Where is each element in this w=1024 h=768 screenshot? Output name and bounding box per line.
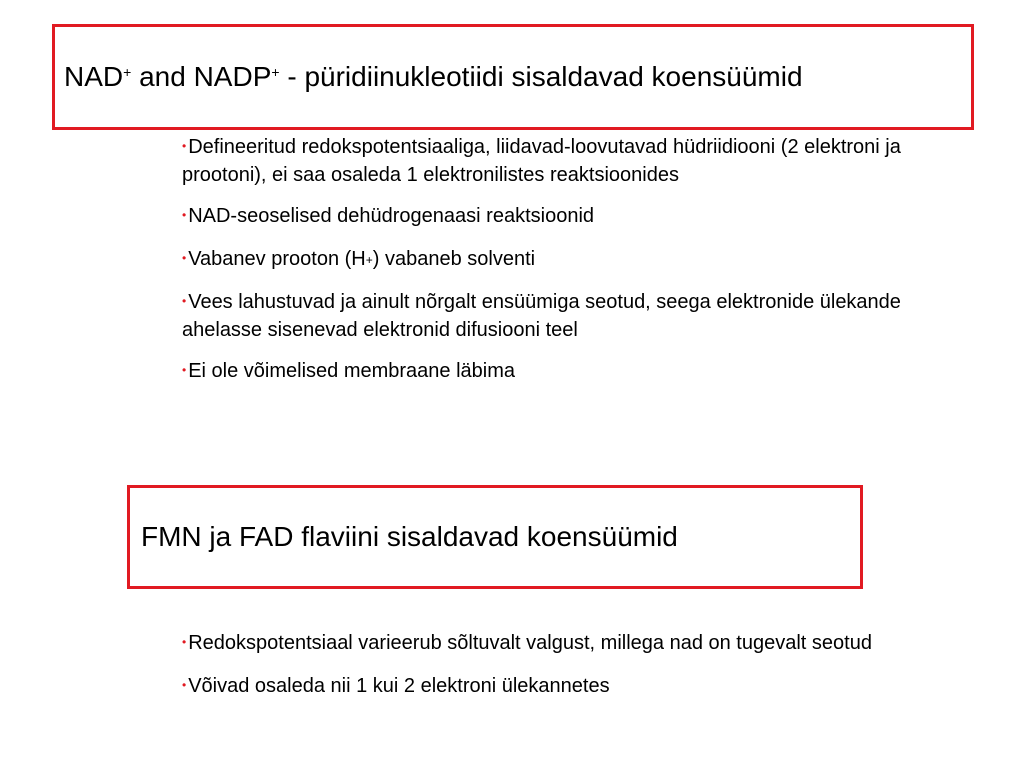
- bullet-text: Vees lahustuvad ja ainult nõrgalt ensüümiga seotud, seega elektronide ülekande ahelasse sisenevad elektronid difusiooni teel: [182, 291, 901, 341]
- bullet-icon: •: [182, 363, 187, 377]
- list-item: [182, 134, 902, 188]
- bullet-text: Redokspotentsiaal varieerub sõltuvalt valgust, millega nad on tugevalt seotud: [188, 632, 872, 654]
- title1-part1: NAD: [64, 61, 124, 92]
- title-fmn-fad: FMN ja FAD flaviini sisaldavad koensüümid: [141, 521, 678, 552]
- bullet-icon: •: [182, 635, 187, 649]
- list-item: [182, 358, 902, 386]
- bullet-text: Ei ole võimelised membraane läbima: [188, 360, 516, 382]
- title1-part2: and NADP: [131, 61, 272, 92]
- bullet-icon: •: [182, 678, 187, 692]
- bullet-list-fmn: [182, 630, 902, 716]
- bullet-text: NAD-seoselised dehüdrogenaasi reaktsioonid: [188, 205, 595, 227]
- bullet-text: Võivad osaleda nii 1 kui 2 elektroni ülekannetes: [188, 675, 610, 697]
- bullet-icon: •: [182, 294, 187, 308]
- list-item: [182, 289, 902, 343]
- bullet-list-nad: [182, 134, 902, 401]
- list-item: [182, 246, 902, 274]
- bullet-text-before: Vabanev prooton (H: [188, 248, 366, 270]
- title-box-nad: [52, 24, 974, 130]
- bullet-icon: •: [182, 208, 187, 222]
- bullet-superscript-plus: +: [365, 253, 373, 267]
- title1-superscript-plus-2: +: [271, 64, 280, 80]
- list-item: [182, 630, 902, 658]
- title1-part3: - püridiinukleotiidi sisaldavad koensüümid: [279, 61, 803, 92]
- title1-superscript-plus-1: +: [123, 64, 132, 80]
- bullet-text: Defineeritud redokspotentsiaaliga, liidavad-loovutavad hüdriidiooni (2 elektroni ja prootoni), ei saa osaleda 1 elektronilistes reaktsioonides: [182, 136, 901, 186]
- bullet-text-after: ) vabaneb solventi: [372, 248, 536, 270]
- list-item: [182, 673, 902, 701]
- title-box-fmn: [127, 485, 863, 589]
- title-nad-nadp: [64, 63, 803, 91]
- bullet-icon: •: [182, 251, 187, 265]
- bullet-icon: •: [182, 139, 187, 153]
- list-item: [182, 203, 902, 231]
